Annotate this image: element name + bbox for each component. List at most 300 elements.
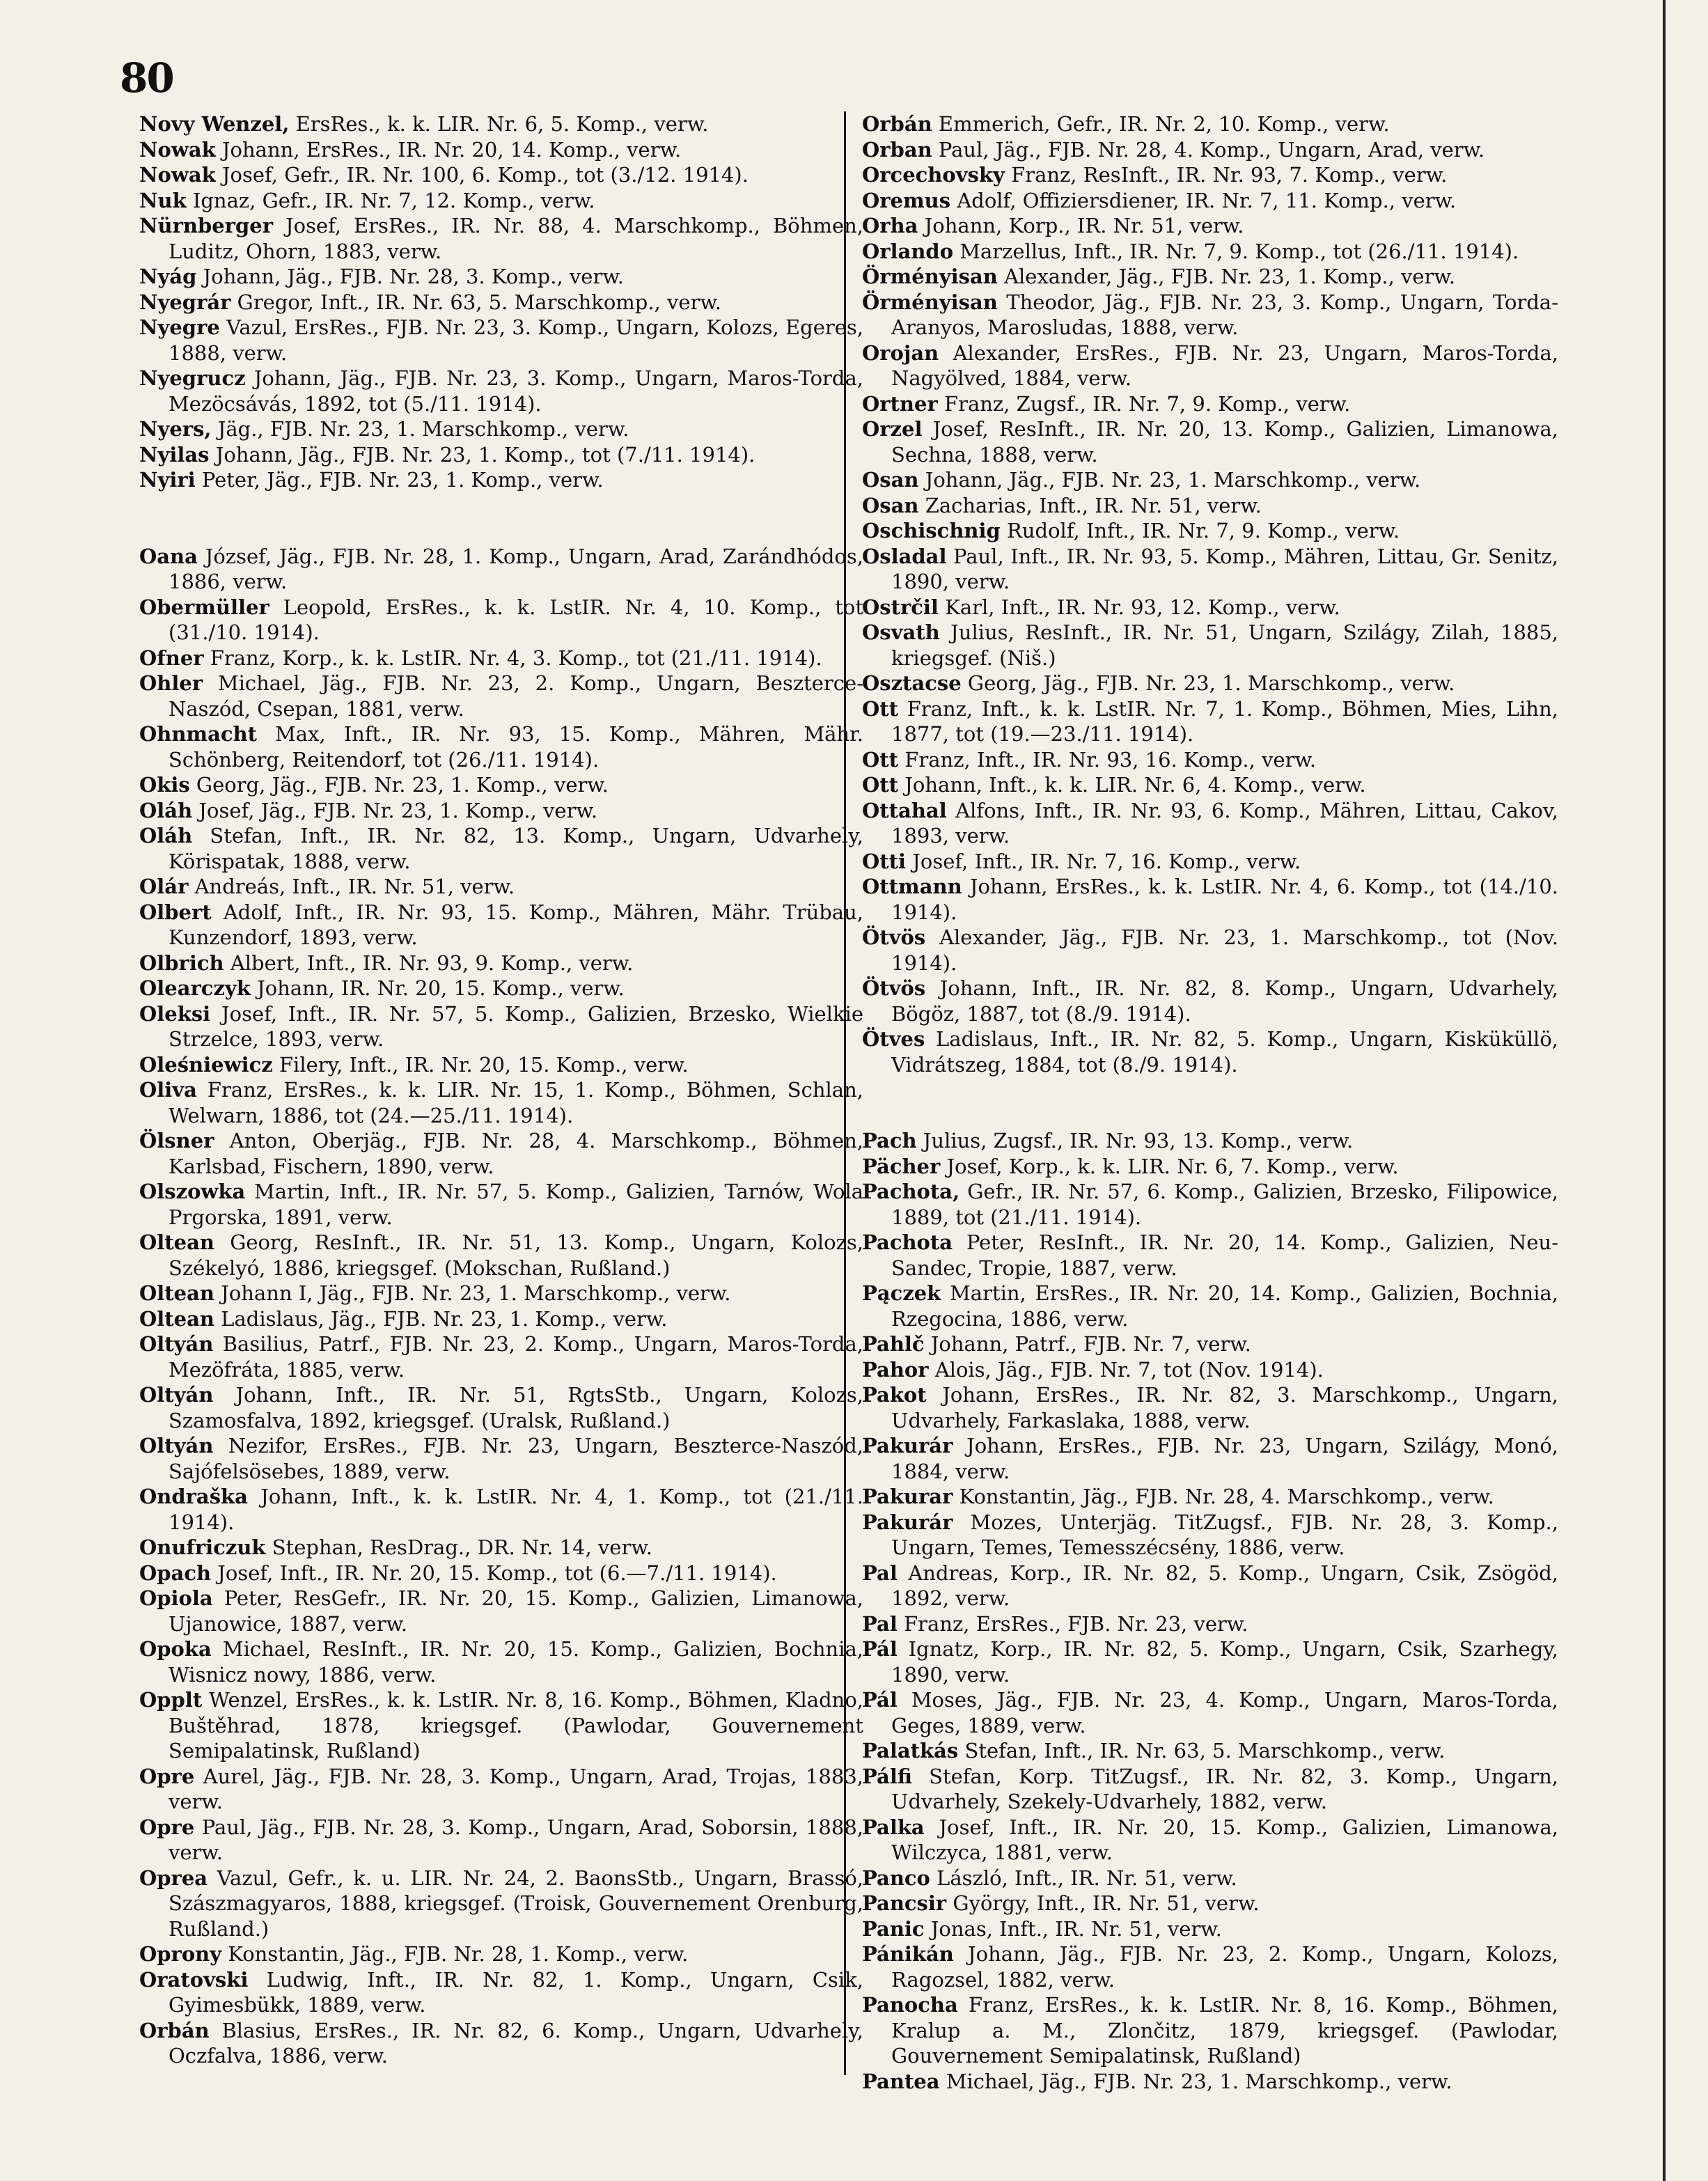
- entry-surname: Osan: [862, 468, 919, 492]
- list-entry: [862, 1561, 1558, 1611]
- list-entry: [862, 874, 1558, 925]
- list-entry: [862, 1484, 1558, 1510]
- list-entry: [862, 137, 1558, 163]
- entry-details: Josef, Inft., IR. Nr. 20, 15. Komp., tot (6.—7./11. 1914).: [217, 1561, 777, 1585]
- entry-details: György, Inft., IR. Nr. 51, verw.: [953, 1891, 1260, 1915]
- entry-surname: Pakurár: [862, 1510, 953, 1534]
- entry-surname: Oltean: [139, 1281, 214, 1305]
- entry-surname: Nyegre: [139, 315, 220, 339]
- list-entry: [862, 1764, 1558, 1815]
- entry-surname: Pächer: [862, 1154, 941, 1178]
- entry-surname: Pantea: [862, 2069, 940, 2093]
- entry-surname: Oschischnig: [862, 519, 1001, 542]
- entry-details: Johann, Korp., IR. Nr. 51, verw.: [924, 214, 1244, 237]
- entry-details: Franz, Inft., IR. Nr. 93, 16. Komp., verw.: [904, 747, 1317, 772]
- entry-surname: Panic: [862, 1916, 925, 1941]
- list-entry: [139, 1764, 863, 1815]
- list-entry: [139, 1636, 863, 1687]
- list-entry: [862, 188, 1558, 214]
- entry-surname: Otti: [862, 849, 907, 873]
- list-entry: [862, 290, 1558, 341]
- entry-details: Moses, Jäg., FJB. Nr. 23, 4. Komp., Ungarn, Maros-Torda, Geges, 1889, verw.: [891, 1688, 1559, 1737]
- entry-details: Josef, Korp., k. k. LIR. Nr. 6, 7. Komp., verw.: [946, 1154, 1399, 1178]
- entry-surname: Örményisan: [862, 265, 998, 288]
- entry-details: Andreas, Korp., IR. Nr. 82, 5. Komp., Ungarn, Csik, Zsögöd, 1892, verw.: [891, 1561, 1558, 1610]
- list-entry: [862, 1433, 1558, 1484]
- entry-surname: Oltean: [139, 1306, 214, 1331]
- entry-surname: Ohnmacht: [139, 722, 258, 746]
- list-entry: [139, 951, 863, 976]
- list-entry: [862, 1154, 1558, 1180]
- entry-details: Albert, Inft., IR. Nr. 93, 9. Komp., verw.: [230, 951, 634, 975]
- entry-surname: Örményisan: [862, 290, 998, 314]
- list-entry: [139, 646, 863, 671]
- entry-details: Michael, ResInft., IR. Nr. 20, 15. Komp., Galizien, Bochnia, Wisnicz nowy, 1886, verw.: [169, 1637, 864, 1687]
- list-entry: [139, 188, 863, 214]
- entry-surname: Pączek: [862, 1281, 941, 1305]
- entry-surname: Oláh: [139, 824, 193, 847]
- entry-surname: Nowak: [139, 137, 216, 162]
- entry-details: Johann, Inft., k. k. LIR. Nr. 6, 4. Komp., verw.: [904, 773, 1366, 797]
- entry-details: Johann, ErsRes., IR. Nr. 82, 3. Marschkomp., Ungarn, Udvarhely, Farkaslaka, 1888, verw.: [891, 1383, 1559, 1432]
- entry-details: Franz, ErsRes., k. k. LstIR. Nr. 8, 16. Komp., Böhmen, Kralup a. M., Zlončitz, 1879, kriegsgef. (Pawlodar, Gouvernement Semipalatinsk, Rußland): [891, 1993, 1559, 2067]
- entry-surname: Ostrčil: [862, 595, 939, 619]
- entry-surname: Palatkás: [862, 1739, 959, 1762]
- list-entry: [139, 1687, 863, 1764]
- entry-details: Georg, ResInft., IR. Nr. 51, 13. Komp., Ungarn, Kolozs, Székelyó, 1886, kriegsgef. (Mokschan, Rußland.): [169, 1230, 863, 1280]
- entry-surname: Opre: [139, 1815, 195, 1839]
- entry-surname: Pál: [862, 1688, 898, 1712]
- entry-details: Konstantin, Jäg., FJB. Nr. 28, 1. Komp., verw.: [228, 1942, 689, 1966]
- list-entry: [862, 264, 1558, 290]
- page-number: 80: [120, 54, 173, 102]
- entry-surname: Oltean: [139, 1230, 214, 1254]
- list-entry: [139, 1561, 863, 1586]
- entry-details: Max, Inft., IR. Nr. 93, 15. Komp., Mähren, Mähr. Schönberg, Reitendorf, tot (26./11. 1914).: [169, 722, 864, 772]
- entry-surname: Orlando: [862, 239, 954, 263]
- list-entry: [139, 111, 863, 137]
- entry-details: Peter, ResGefr., IR. Nr. 20, 15. Komp., Galizien, Limanowa, Ujanowice, 1887, verw.: [169, 1586, 864, 1636]
- list-entry: [139, 1535, 863, 1561]
- entry-details: Johann, ErsRes., k. k. LstIR. Nr. 4, 6. Komp., tot (14./10. 1914).: [891, 875, 1559, 924]
- entry-surname: Opplt: [139, 1688, 203, 1712]
- list-entry: [862, 341, 1558, 391]
- list-entry: [862, 467, 1558, 493]
- entry-details: Adolf, Inft., IR. Nr. 93, 15. Komp., Mähren, Mähr. Trübau, Kunzendorf, 1893, verw.: [169, 900, 863, 949]
- entry-surname: Pálfi: [862, 1764, 912, 1788]
- entry-details: Jäg., FJB. Nr. 23, 1. Marschkomp., verw.: [217, 417, 629, 441]
- entry-surname: Oprony: [139, 1942, 222, 1966]
- entry-details: Andreás, Inft., IR. Nr. 51, verw.: [194, 875, 515, 898]
- entry-details: Marzellus, Inft., IR. Nr. 7, 9. Komp., tot (26./11. 1914).: [959, 239, 1519, 263]
- entry-details: Michael, Jäg., FJB. Nr. 23, 1. Marschkomp., verw.: [946, 2069, 1452, 2093]
- entry-surname: Olbert: [139, 900, 212, 924]
- entry-details: Mozes, Unterjäg. TitZugsf., FJB. Nr. 28, 3. Komp., Ungarn, Temes, Temesszécsény, 1886, verw.: [891, 1510, 1558, 1559]
- list-entry: [862, 1357, 1558, 1383]
- list-entry: [139, 1001, 863, 1052]
- list-entry: [862, 1916, 1558, 1942]
- entry-surname: Ottmann: [862, 875, 962, 898]
- entry-details: Vazul, ErsRes., FJB. Nr. 23, 3. Komp., Ungarn, Kolozs, Egeres, 1888, verw.: [169, 315, 864, 365]
- entry-surname: Olszowka: [139, 1180, 246, 1203]
- entry-surname: Nowak: [139, 163, 216, 187]
- entry-details: Konstantin, Jäg., FJB. Nr. 28, 4. Marschkomp., verw.: [959, 1485, 1494, 1508]
- entry-details: Franz, ErsRes., FJB. Nr. 23, verw.: [904, 1611, 1248, 1636]
- entry-surname: Pakurar: [862, 1485, 953, 1508]
- entry-surname: Ott: [862, 773, 899, 797]
- entry-details: Johann, Jäg., FJB. Nr. 23, 1. Komp., tot (7./11. 1914).: [215, 442, 755, 467]
- entry-surname: Oprea: [139, 1866, 208, 1890]
- entry-surname: Orojan: [862, 341, 939, 365]
- list-entry: [139, 366, 863, 416]
- entry-surname: Pánikán: [862, 1942, 954, 1966]
- entry-details: Johann, Jäg., FJB. Nr. 23, 3. Komp., Ungarn, Maros-Torda, Mezöcsávás, 1892, tot (5./11. 1914).: [169, 366, 863, 416]
- list-entry: [862, 772, 1558, 798]
- entry-surname: Orban: [862, 137, 932, 162]
- entry-details: Johann, Jäg., FJB. Nr. 23, 2. Komp., Ungarn, Kolozs, Ragozsel, 1882, verw.: [891, 1942, 1559, 1992]
- entry-surname: Onufriczuk: [139, 1535, 266, 1559]
- list-entry: [862, 1815, 1558, 1866]
- entry-surname: Opre: [139, 1764, 195, 1788]
- list-entry: [862, 1230, 1558, 1281]
- list-entry: [139, 1128, 863, 1179]
- list-entry: [862, 747, 1558, 773]
- list-entry: [139, 137, 863, 163]
- list-entry: [139, 976, 863, 1001]
- entry-surname: Ondraška: [139, 1485, 248, 1508]
- entry-details: Franz, Zugsf., IR. Nr. 7, 9. Komp., verw.: [943, 391, 1351, 416]
- entry-surname: Oratovski: [139, 1967, 249, 1992]
- list-entry: [139, 721, 863, 772]
- list-entry: [862, 544, 1558, 595]
- entry-details: Alexander, ErsRes., FJB. Nr. 23, Ungarn, Maros-Torda, Nagyölved, 1884, verw.: [891, 341, 1559, 390]
- list-entry: [139, 1941, 863, 1967]
- entry-details: Gregor, Inft., IR. Nr. 63, 5. Marschkomp., verw.: [237, 290, 722, 314]
- entry-surname: Opoka: [139, 1637, 212, 1661]
- list-entry: [862, 1026, 1558, 1077]
- list-entry: [862, 595, 1558, 620]
- entry-surname: Okis: [139, 773, 190, 797]
- entry-details: Rudolf, Inft., IR. Nr. 7, 9. Komp., verw.: [1007, 519, 1400, 542]
- entry-surname: Oleksi: [139, 1001, 211, 1026]
- list-entry: [139, 1281, 863, 1306]
- list-entry: [139, 900, 863, 951]
- entry-details: Josef, Inft., IR. Nr. 20, 15. Komp., Galizien, Limanowa, Wilczyca, 1881, verw.: [891, 1815, 1558, 1864]
- list-entry: [139, 162, 863, 188]
- entry-surname: Palka: [862, 1815, 925, 1839]
- entry-surname: Pachota,: [862, 1180, 960, 1203]
- list-entry: [139, 2018, 863, 2069]
- entry-details: Stephan, ResDrag., DR. Nr. 14, verw.: [272, 1535, 652, 1559]
- entry-details: Ignatz, Korp., IR. Nr. 82, 5. Komp., Ungarn, Csik, Szarhegy, 1890, verw.: [891, 1637, 1559, 1687]
- list-entry: [862, 671, 1558, 696]
- entry-details: Paul, Jäg., FJB. Nr. 28, 4. Komp., Ungarn, Arad, verw.: [938, 137, 1485, 162]
- entry-details: Peter, Jäg., FJB. Nr. 23, 1. Komp., verw.: [201, 468, 604, 492]
- entry-details: Julius, Zugsf., IR. Nr. 93, 13. Komp., verw.: [923, 1129, 1354, 1152]
- list-entry: [139, 1230, 863, 1281]
- entry-details: Zacharias, Inft., IR. Nr. 51, verw.: [925, 493, 1262, 517]
- list-entry: [139, 1331, 863, 1382]
- entry-details: Alois, Jäg., FJB. Nr. 7, tot (Nov. 1914).: [934, 1357, 1324, 1382]
- entry-details: Adolf, Offiziersdiener, IR. Nr. 7, 11. Komp., verw.: [957, 188, 1457, 212]
- entry-surname: Ott: [862, 696, 899, 721]
- list-entry: [862, 162, 1558, 188]
- list-entry: [139, 1967, 863, 2018]
- list-entry: [862, 493, 1558, 519]
- entry-details: Ludwig, Inft., IR. Nr. 82, 1. Komp., Ungarn, Csik, Gyimesbükk, 1889, verw.: [169, 1967, 863, 2017]
- list-entry: [139, 798, 863, 824]
- list-entry: [862, 1510, 1558, 1561]
- section-gap: [139, 493, 863, 544]
- list-entry: [139, 213, 863, 264]
- entry-details: Jonas, Inft., IR. Nr. 51, verw.: [930, 1916, 1222, 1941]
- entry-details: Josef, Inft., IR. Nr. 7, 16. Komp., verw.: [912, 849, 1301, 873]
- entry-details: Leopold, ErsRes., k. k. LstIR. Nr. 4, 10. Komp., tot (31./10. 1914).: [169, 595, 864, 644]
- list-entry: [862, 1941, 1558, 1992]
- entry-surname: Pal: [862, 1611, 898, 1636]
- list-entry: [862, 518, 1558, 544]
- entry-surname: Oliva: [139, 1078, 197, 1102]
- entry-details: Johann, IR. Nr. 20, 15. Komp., verw.: [257, 976, 625, 1000]
- entry-surname: Novy Wenzel,: [139, 112, 290, 136]
- entry-surname: Nyiri: [139, 468, 196, 492]
- entry-details: Basilius, Patrf., FJB. Nr. 23, 2. Komp., Ungarn, Maros-Torda, Mezöfráta, 1885, verw.: [169, 1332, 863, 1382]
- entry-details: Johann, ErsRes., IR. Nr. 20, 14. Komp., verw.: [221, 137, 682, 162]
- list-entry: [139, 315, 863, 366]
- entry-details: Georg, Jäg., FJB. Nr. 23, 1. Komp., verw.: [196, 773, 609, 797]
- list-entry: [139, 1179, 863, 1230]
- entry-details: Ignaz, Gefr., IR. Nr. 7, 12. Komp., verw.: [192, 188, 595, 212]
- list-entry: [862, 111, 1558, 137]
- list-entry: [139, 671, 863, 721]
- entry-surname: Orha: [862, 214, 918, 237]
- list-entry: [139, 442, 863, 468]
- list-entry: [862, 1281, 1558, 1331]
- entry-surname: Panco: [862, 1866, 930, 1890]
- entry-surname: Olár: [139, 875, 189, 898]
- entry-surname: Orbán: [139, 2018, 210, 2042]
- entry-surname: Oláh: [139, 798, 193, 822]
- entry-details: Alexander, Jäg., FJB. Nr. 23, 1. Komp., verw.: [1004, 265, 1456, 288]
- entry-surname: Pahlč: [862, 1332, 925, 1356]
- entry-details: Filery, Inft., IR. Nr. 20, 15. Komp., verw.: [279, 1052, 689, 1077]
- entry-surname: Nyág: [139, 265, 197, 288]
- entry-surname: Ötvös: [862, 976, 926, 1000]
- entry-surname: Nyegrucz: [139, 366, 246, 390]
- entry-surname: Nürnberger: [139, 214, 273, 237]
- list-entry: [862, 1636, 1558, 1687]
- list-entry: [139, 264, 863, 290]
- list-entry: [139, 1306, 863, 1332]
- entry-surname: Nyegrár: [139, 290, 231, 314]
- list-entry: [862, 798, 1558, 849]
- entry-details: Theodor, Jäg., FJB. Nr. 23, 3. Komp., Ungarn, Torda-Aranyos, Marosludas, 1888, verw.: [891, 290, 1559, 339]
- entry-surname: Obermüller: [139, 595, 269, 619]
- entry-details: Johann I, Jäg., FJB. Nr. 23, 1. Marschkomp., verw.: [221, 1281, 731, 1305]
- entry-details: Paul, Jäg., FJB. Nr. 28, 3. Komp., Ungarn, Arad, Soborsin, 1888, verw.: [169, 1815, 864, 1864]
- entry-details: Peter, ResInft., IR. Nr. 20, 14. Komp., Galizien, Neu-Sandec, Tropie, 1887, verw.: [891, 1230, 1558, 1280]
- list-entry: [862, 1738, 1558, 1764]
- entry-surname: Nuk: [139, 188, 187, 212]
- entry-details: Johann, Jäg., FJB. Nr. 23, 1. Marschkomp., verw.: [925, 468, 1421, 492]
- entry-details: Johann, ErsRes., FJB. Nr. 23, Ungarn, Szilágy, Monó, 1884, verw.: [891, 1434, 1558, 1483]
- entry-surname: Pachota: [862, 1230, 953, 1254]
- page-edge-rule: [1663, 0, 1666, 2181]
- entry-surname: Nyers,: [139, 417, 212, 441]
- entry-details: Josef, ResInft., IR. Nr. 20, 13. Komp., Galizien, Limanowa, Sechna, 1888, verw.: [891, 417, 1558, 467]
- entry-details: Josef, Gefr., IR. Nr. 100, 6. Komp., tot (3./12. 1914).: [221, 163, 749, 187]
- list-entry: [862, 1331, 1558, 1357]
- entry-surname: Osvath: [862, 620, 940, 644]
- list-entry: [862, 1382, 1558, 1433]
- entry-details: Josef, Jäg., FJB. Nr. 23, 1. Komp., verw.: [198, 798, 598, 822]
- entry-surname: Ott: [862, 747, 899, 772]
- entry-details: Alfons, Inft., IR. Nr. 93, 6. Komp., Mähren, Littau, Cakov, 1893, verw.: [891, 798, 1558, 847]
- entry-surname: Osan: [862, 493, 919, 517]
- entry-details: Emmerich, Gefr., IR. Nr. 2, 10. Komp., verw.: [938, 112, 1390, 136]
- entry-details: Franz, Korp., k. k. LstIR. Nr. 4, 3. Komp., tot (21./11. 1914).: [210, 646, 822, 670]
- entry-surname: Ottahal: [862, 798, 947, 822]
- entry-surname: Orzel: [862, 417, 923, 441]
- entry-details: Franz, Inft., k. k. LstIR. Nr. 7, 1. Komp., Böhmen, Mies, Lihn, 1877, tot (19.—23./11. 1914).: [891, 696, 1558, 746]
- list-entry: [139, 416, 863, 442]
- entry-details: Ladislaus, Inft., IR. Nr. 82, 5. Komp., Ungarn, Kisküküllö, Vidrátszeg, 1884, tot (8./9. 1914).: [891, 1027, 1558, 1077]
- list-entry: [139, 874, 863, 900]
- entry-details: Julius, ResInft., IR. Nr. 51, Ungarn, Szilágy, Zilah, 1885, kriegsgef. (Niš.): [891, 620, 1559, 670]
- entry-surname: Olearczyk: [139, 976, 251, 1000]
- entry-surname: Osladal: [862, 544, 947, 568]
- left-column: [139, 111, 863, 2069]
- entry-details: Blasius, ErsRes., IR. Nr. 82, 6. Komp., Ungarn, Udvarhely, Oczfalva, 1886, verw.: [169, 2018, 863, 2067]
- list-entry: [862, 1866, 1558, 1891]
- entry-surname: Olbrich: [139, 951, 224, 975]
- entry-details: László, Inft., IR. Nr. 51, verw.: [937, 1866, 1237, 1890]
- list-entry: [139, 1052, 863, 1078]
- entry-details: Alexander, Jäg., FJB. Nr. 23, 1. Marschkomp., tot (Nov. 1914).: [891, 925, 1559, 975]
- list-entry: [862, 1891, 1558, 1916]
- entry-surname: Pal: [862, 1561, 898, 1585]
- list-entry: [139, 290, 863, 315]
- list-entry: [139, 595, 863, 646]
- entry-details: Johann, Patrf., FJB. Nr. 7, verw.: [930, 1332, 1251, 1356]
- right-column: [862, 111, 1558, 2094]
- entry-surname: Oana: [139, 544, 198, 568]
- entry-surname: Pach: [862, 1129, 917, 1152]
- entry-surname: Oltyán: [139, 1332, 214, 1356]
- list-entry: [862, 239, 1558, 265]
- entry-details: Johann, Inft., IR. Nr. 82, 8. Komp., Ungarn, Udvarhely, Bögöz, 1887, tot (8./9. 1914).: [891, 976, 1559, 1026]
- entry-surname: Ötvös: [862, 925, 926, 949]
- list-entry: [862, 416, 1558, 467]
- entry-details: Gefr., IR. Nr. 57, 6. Komp., Galizien, Brzesko, Filipowice, 1889, tot (21./11. 1914).: [891, 1180, 1559, 1229]
- entry-surname: Pakurár: [862, 1434, 953, 1457]
- entry-details: József, Jäg., FJB. Nr. 28, 1. Komp., Ungarn, Arad, Zarándhódos, 1886, verw.: [169, 544, 863, 593]
- list-entry: [139, 544, 863, 595]
- entry-details: Johann, Jäg., FJB. Nr. 28, 3. Komp., verw.: [203, 265, 624, 288]
- entry-details: Michael, Jäg., FJB. Nr. 23, 2. Komp., Ungarn, Beszterce-Naszód, Csepan, 1881, verw.: [169, 671, 863, 721]
- list-entry: [139, 1866, 863, 1942]
- entry-details: Wenzel, ErsRes., k. k. LstIR. Nr. 8, 16. Komp., Böhmen, Kladno, Buštěhrad, 1878, kriegsgef. (Pawlodar, Gouvernement Semipalatinsk, Rußland): [169, 1688, 863, 1762]
- entry-details: Nezifor, ErsRes., FJB. Nr. 23, Ungarn, Beszterce-Naszód, Sajófelsösebes, 1889, verw.: [169, 1434, 864, 1483]
- list-entry: [139, 1382, 863, 1433]
- entry-details: Anton, Oberjäg., FJB. Nr. 28, 4. Marschkomp., Böhmen, Karlsbad, Fischern, 1890, verw.: [169, 1129, 864, 1178]
- entry-details: Johann, Inft., IR. Nr. 51, RgtsStb., Ungarn, Kolozs, Szamosfalva, 1892, kriegsgef. (Uralsk, Rußland.): [169, 1383, 863, 1432]
- entry-details: Martin, Inft., IR. Nr. 57, 5. Komp., Galizien, Tarnów, Wola Prgorska, 1891, verw.: [169, 1180, 864, 1229]
- entry-details: Josef, ErsRes., IR. Nr. 88, 4. Marschkomp., Böhmen, Luditz, Ohorn, 1883, verw.: [169, 214, 863, 263]
- entry-surname: Ölsner: [139, 1129, 214, 1152]
- list-entry: [862, 925, 1558, 976]
- list-entry: [139, 1433, 863, 1484]
- entry-surname: Oleśniewicz: [139, 1052, 273, 1077]
- entry-surname: Oltyán: [139, 1383, 214, 1407]
- list-entry: [862, 1128, 1558, 1154]
- entry-surname: Ohler: [139, 671, 203, 695]
- entry-surname: Pahor: [862, 1357, 929, 1382]
- entry-details: Aurel, Jäg., FJB. Nr. 28, 3. Komp., Ungarn, Arad, Trojas, 1883, verw.: [169, 1764, 863, 1813]
- entry-details: Vazul, Gefr., k. u. LIR. Nr. 24, 2. BaonsStb., Ungarn, Brassó, Szászmagyaros, 1888, kriegsgef. (Troisk, Gouvernement Orenburg, Rußland.): [169, 1866, 864, 1941]
- entry-details: Paul, Inft., IR. Nr. 93, 5. Komp., Mähren, Littau, Gr. Senitz, 1890, verw.: [891, 544, 1558, 593]
- entry-surname: Ötves: [862, 1027, 925, 1051]
- list-entry: [139, 823, 863, 874]
- list-entry: [862, 696, 1558, 747]
- list-entry: [139, 1586, 863, 1636]
- entry-details: Karl, Inft., IR. Nr. 93, 12. Komp., verw.: [945, 595, 1340, 619]
- list-entry: [862, 849, 1558, 875]
- section-gap: [862, 1077, 1558, 1128]
- entry-surname: Ofner: [139, 646, 204, 670]
- entry-surname: Oremus: [862, 188, 951, 212]
- entry-surname: Pakot: [862, 1383, 927, 1407]
- entry-surname: Ortner: [862, 391, 938, 416]
- list-entry: [862, 1611, 1558, 1637]
- list-entry: [862, 976, 1558, 1026]
- entry-details: Stefan, Inft., IR. Nr. 63, 5. Marschkomp., verw.: [964, 1739, 1445, 1762]
- list-entry: [862, 391, 1558, 417]
- entry-surname: Pancsir: [862, 1891, 947, 1915]
- entry-surname: Panocha: [862, 1993, 958, 2017]
- entry-surname: Pál: [862, 1637, 898, 1661]
- entry-details: Johann, Inft., k. k. LstIR. Nr. 4, 1. Komp., tot (21./11. 1914).: [169, 1485, 863, 1534]
- entry-details: Stefan, Korp. TitZugsf., IR. Nr. 82, 3. Komp., Ungarn, Udvarhely, Szekely-Udvarhely, 1882, verw.: [891, 1764, 1558, 1813]
- entry-details: ErsRes., k. k. LIR. Nr. 6, 5. Komp., verw.: [295, 112, 709, 136]
- list-entry: [139, 1484, 863, 1535]
- list-entry: [139, 1815, 863, 1866]
- entry-surname: Oltyán: [139, 1434, 214, 1457]
- entry-details: Stefan, Inft., IR. Nr. 82, 13. Komp., Ungarn, Udvarhely, Körispatak, 1888, verw.: [169, 824, 864, 873]
- entry-details: Martin, ErsRes., IR. Nr. 20, 14. Komp., Galizien, Bochnia, Rzegocina, 1886, verw.: [891, 1281, 1559, 1331]
- list-entry: [862, 2069, 1558, 2095]
- entry-surname: Nyilas: [139, 442, 210, 467]
- list-entry: [862, 213, 1558, 239]
- entry-details: Josef, Inft., IR. Nr. 57, 5. Komp., Galizien, Brzesko, Wielkie Strzelce, 1893, verw.: [169, 1001, 864, 1051]
- list-entry: [139, 467, 863, 493]
- list-entry: [862, 620, 1558, 671]
- entry-details: Franz, ResInft., IR. Nr. 93, 7. Komp., verw.: [1011, 163, 1448, 187]
- entry-surname: Orbán: [862, 112, 932, 136]
- list-entry: [139, 1077, 863, 1128]
- entry-surname: Opach: [139, 1561, 212, 1585]
- entry-surname: Opiola: [139, 1586, 213, 1610]
- entry-details: Ladislaus, Jäg., FJB. Nr. 23, 1. Komp., verw.: [221, 1306, 668, 1331]
- entry-details: Georg, Jäg., FJB. Nr. 23, 1. Marschkomp., verw.: [967, 671, 1455, 695]
- entry-surname: Osztacse: [862, 671, 962, 695]
- entry-details: Franz, ErsRes., k. k. LIR. Nr. 15, 1. Komp., Böhmen, Schlan, Welwarn, 1886, tot (24.—25./11. 1914).: [169, 1078, 863, 1127]
- entry-surname: Orcechovsky: [862, 163, 1005, 187]
- list-entry: [862, 1179, 1558, 1230]
- list-entry: [139, 772, 863, 798]
- list-entry: [862, 1687, 1558, 1738]
- list-entry: [862, 1992, 1558, 2069]
